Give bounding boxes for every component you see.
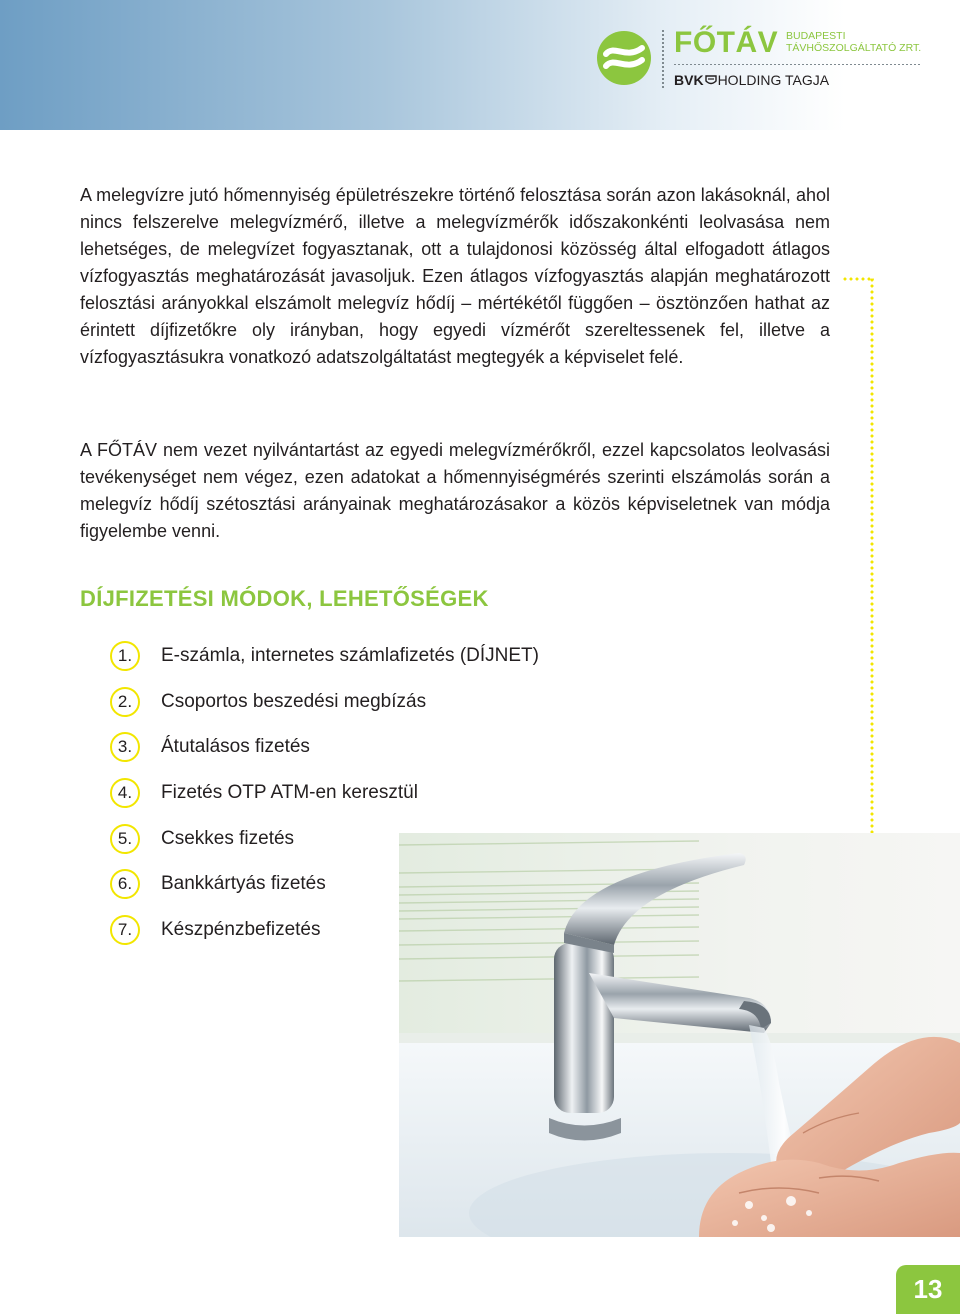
dotted-decoration-vertical	[870, 277, 874, 877]
list-number-badge: 2.	[110, 687, 140, 717]
list-item	[110, 633, 539, 679]
crest-icon	[705, 74, 717, 86]
list-number-badge: 4.	[110, 778, 140, 808]
company-logo	[596, 28, 936, 100]
list-item-label: Bankkártyás fizetés	[161, 873, 326, 895]
list-number-badge: 7.	[110, 915, 140, 945]
list-number-badge: 3.	[110, 732, 140, 762]
list-number-badge: 6.	[110, 869, 140, 899]
holding-prefix: BVK	[674, 72, 704, 88]
brand-subtitle	[786, 30, 921, 54]
holding-suffix: HOLDING TAGJA	[717, 72, 830, 88]
list-item-label: Csoportos beszedési megbízás	[161, 690, 427, 712]
list-item	[110, 724, 539, 770]
logo-separator	[662, 30, 664, 88]
faucet-photo-illustration	[399, 833, 960, 1237]
brand-subtitle-line1: BUDAPESTI	[786, 30, 846, 42]
holding-line	[674, 72, 829, 88]
page-number-badge: 13	[896, 1265, 960, 1314]
list-item	[110, 770, 539, 816]
brand-subtitle-line2: TÁVHŐSZOLGÁLTATÓ ZRT.	[786, 42, 922, 54]
faucet-hand-washing-photo	[399, 833, 960, 1237]
fotav-logo-icon	[596, 30, 652, 86]
brand-name: FŐTÁV	[674, 26, 779, 59]
list-item-label: Készpénzbefizetés	[161, 918, 321, 940]
list-item-label: Csekkes fizetés	[161, 827, 295, 849]
list-item-label: E-számla, internetes számlafizetés (DÍJNET)	[161, 644, 539, 666]
logo-divider	[674, 64, 922, 65]
list-number-badge: 5.	[110, 824, 140, 854]
paragraph-hot-water-allocation: A melegvízre jutó hőmennyiség épületrészekre történő felosztása során azon lakásoknál, ahol nincs felszerelve melegvízmérő, illetve a melegvízmérők időszakonkénti leolvasása nem lehetséges, de melegvízet fogyasztanak, ott a tulajdonosi közösség által elfogadott átlagos vízfogyasztás meghatározását javasoljuk. Ezen átlagos vízfogyasztás alapján meghatározott felosztási arányokkal elszámolt melegvíz hődíj – mértékétől függően – ösztönzően hathat az érintett díjfizetőkre oly irányban, hogy egyedi vízmérőt szereltessenek fel, illetve a vízfogyasztásukra vonatkozó adatszolgáltatást megtegyék a képviselet felé.	[80, 185, 830, 367]
section-title: DÍJFIZETÉSI MÓDOK, LEHETŐSÉGEK	[80, 586, 489, 611]
list-item-label: Átutalásos fizetés	[161, 736, 310, 758]
paragraph-fotav-meters: A FŐTÁV nem vezet nyilvántartást az egyedi melegvízmérőkről, ezzel kapcsolatos leolvasási tevékenységet nem végez, ezen adatokat a hőmennyiségmérés szerinti elszámolás során a melegvíz hődíj szétosztási arányainak meghatározásakor a közös képviseletnek van módja figyelembe venni.	[80, 440, 830, 541]
list-item	[110, 679, 539, 725]
list-item-label: Fizetés OTP ATM-en keresztül	[161, 781, 418, 803]
list-number-badge: 1.	[110, 641, 140, 671]
